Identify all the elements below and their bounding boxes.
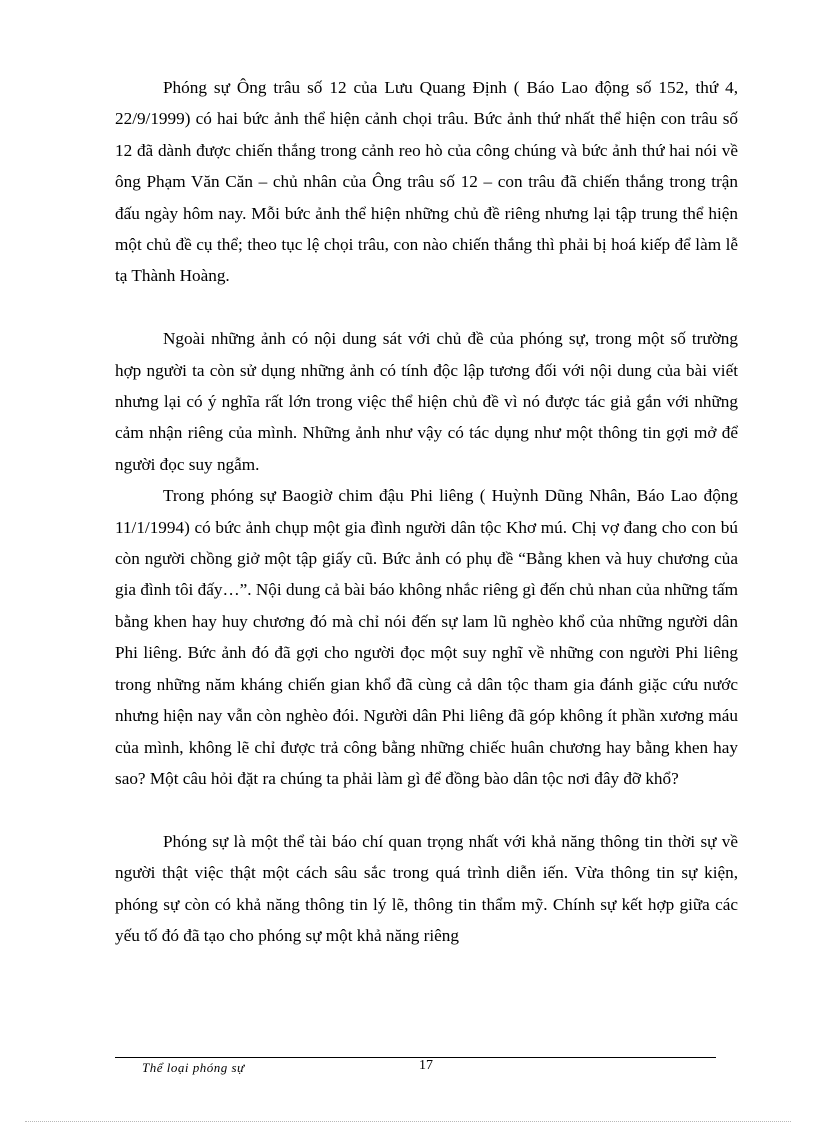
page-boundary [25,1121,791,1122]
page-number: 17 [419,1058,433,1073]
footer-title: Thể loại phóng sự [142,1060,245,1075]
paragraph-gap [115,794,738,825]
paragraph-genre-summary: Phóng sự là một thể tài báo chí quan trọng nhất với khả năng thông tin thời sự về người thật việc thật một cách sâu sắc trong quá trình diễn iến. Vừa thông tin sự kiện, phóng sự còn có khả năng thông tin lý lẽ, thông tin thẩm mỹ. Chính sự kết hợp giữa các yếu tố đó đã tạo cho phóng sự một khả năng riêng [115,831,738,945]
paragraph-phi-lieng-report: Trong phóng sự Baogiờ chim đậu Phi liêng ( Huỳnh Dũng Nhân, Báo Lao động 11/1/1994) có bức ảnh chụp một gia đình người dân tộc Khơ mú. Chị vợ đang cho con bú còn người chồng giở một tập giấy cũ. Bức ảnh có phụ đề “Bằng khen và huy chương của gia đình tôi đấy…”. Nội dung cả bài báo không nhắc riêng gì đến chủ nhan của những tấm bằng khen hay huy chương đó mà chỉ nói đến sự lam lũ nghèo khổ của những người dân Phi liêng. Bức ảnh đó đã gợi cho người đọc một suy nghĩ về những con người Phi liêng trong những năm kháng chiến gian khổ đã cùng cả dân tộc tham gia đánh giặc cứu nước nhưng hiện nay vẫn còn nghèo đói. Người dân Phi liêng đã góp không ít phần xương máu của mình, không lẽ chỉ được trả công bằng những chiếc huân chương hay bằng khen hay sao? Một câu hỏi đặt ra chúng ta phải làm gì để đồng bào dân tộc nơi đây đỡ khổ? [115,486,738,788]
footer-divider [115,1057,716,1058]
paragraph-gap [115,292,738,323]
document-body [115,72,738,951]
paragraph-buffalo-report: Phóng sự Ông trâu số 12 của Lưu Quang Định ( Báo Lao động số 152, thứ 4, 22/9/1999) có hai bức ảnh thể hiện cảnh chọi trâu. Bức ảnh thứ nhất thể hiện con trâu số 12 đã dành được chiến thắng trong cảnh reo hò của công chúng và bức ảnh thứ hai nói về ông Phạm Văn Căn – chủ nhân của Ông trâu số 12 – con trâu đã chiến thắng trong trận đấu ngày hôm nay. Mỗi bức ảnh thể hiện những chủ đề riêng nhưng lại tập trung thể hiện một chủ đề cụ thể; theo tục lệ chọi trâu, con nào chiến thắng thì phải bị hoá kiếp để làm lễ tạ Thành Hoàng. [115,78,738,286]
paragraph-independent-photos: Ngoài những ảnh có nội dung sát với chủ đề của phóng sự, trong một số trường hợp người ta còn sử dụng những ảnh có tính độc lập tương đối với nội dung của bài viết nhưng lại có ý nghĩa rất lớn trong việc thể hiện chủ đề vì nó được tác giả gắn với những cảm nhận riêng của mình. Những ảnh như vậy có tác dụng như một thông tin gợi mở để người đọc suy ngẫm. [115,329,738,474]
